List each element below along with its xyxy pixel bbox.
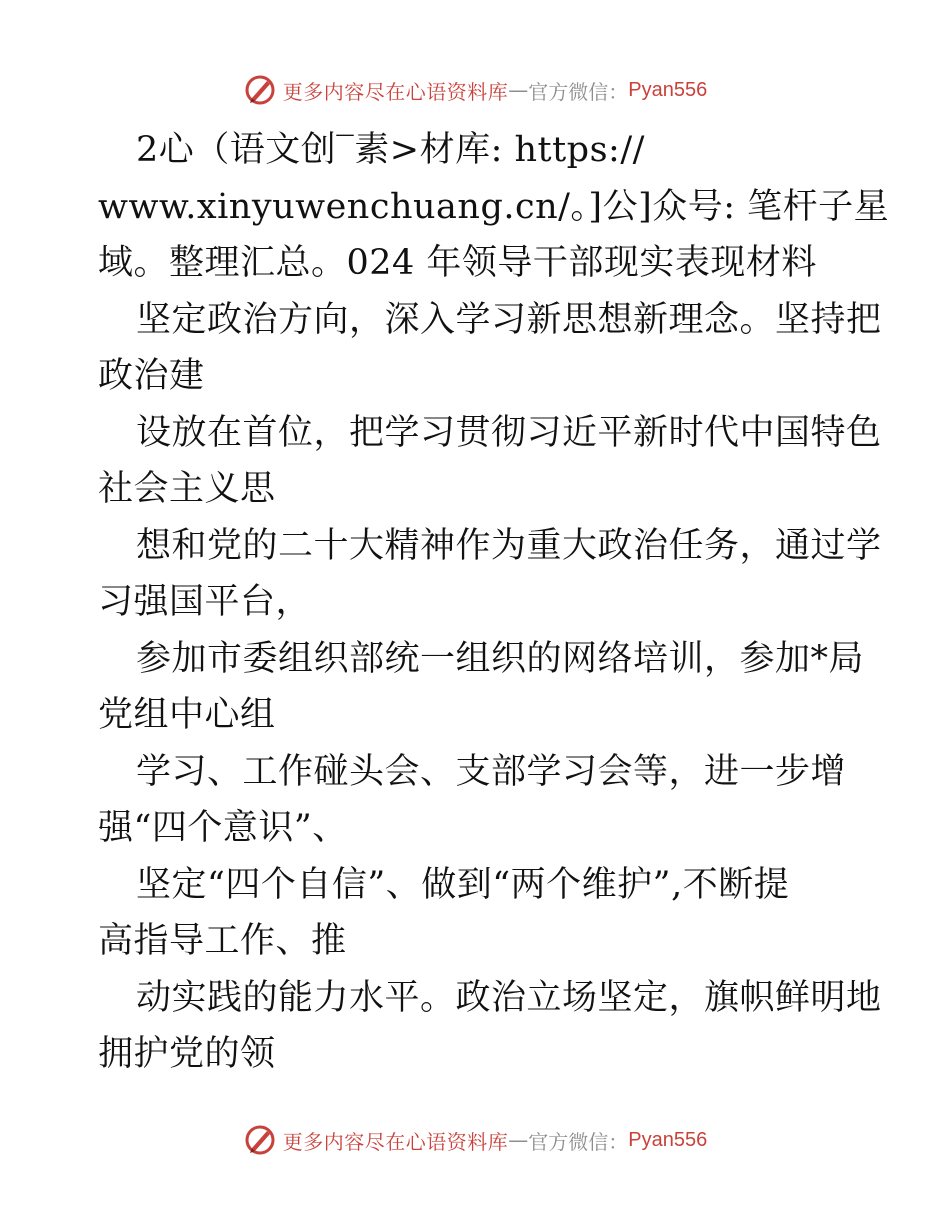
text-line: 动实践的能力水平。政治立场坚定，旗帜鲜明地 <box>136 977 882 1018</box>
banner-promo-text: 更多内容尽在心语资料库 <box>282 1129 509 1154</box>
text-line: 政治建 <box>98 356 205 396</box>
document-body <box>98 122 890 1083</box>
text-line: 学习、工作碰头会、支部学习会等，进一步增 <box>136 751 847 792</box>
text-line: 设放在首位，把学习贯彻习近平新时代中国特色 <box>136 412 882 453</box>
text-line: 想和党的二十大精神作为重大政治任务，通过学 <box>136 525 882 566</box>
banner-dash: — <box>508 78 529 102</box>
banner-contact-label: 官方微信： <box>528 79 629 104</box>
text-line: 坚定“四个自信”、做到“两个维护”,不断提 <box>136 864 790 905</box>
banner-wechat-id: Pyan556 <box>628 78 708 101</box>
text-line: 社会主义思 <box>98 469 276 509</box>
banner-contact-label: 官方微信： <box>528 1129 629 1154</box>
text-line: 坚定政治方向，深入学习新思想新理念。坚持把 <box>136 299 882 340</box>
header-banner <box>0 70 950 110</box>
text-line: www.xinyuwenchuang.cn/。]公]众号: 笔杆子星 <box>98 186 890 227</box>
banner-promo-text: 更多内容尽在心语资料库 <box>282 79 509 104</box>
footer-banner <box>0 1120 950 1160</box>
text-line: 域。整理汇总。024 年领导干部现实表现材料 <box>98 243 817 283</box>
text-line: 党组中心组 <box>98 695 276 735</box>
text-line: 拥护党的领 <box>98 1034 276 1074</box>
pen-logo-icon <box>243 73 277 107</box>
text-line: 高指导工作、推 <box>98 921 347 961</box>
text-line: 2心（语文创‾素>材库: https:// <box>136 130 645 170</box>
banner-wechat-id: Pyan556 <box>628 1128 708 1151</box>
text-line: 强“四个意识”、 <box>98 808 348 848</box>
text-line: 习强国平台， <box>98 582 312 622</box>
text-line: 参加市委组织部统一组织的网络培训，参加*局 <box>136 638 865 679</box>
banner-dash: — <box>508 1128 529 1152</box>
pen-logo-icon <box>243 1123 277 1157</box>
